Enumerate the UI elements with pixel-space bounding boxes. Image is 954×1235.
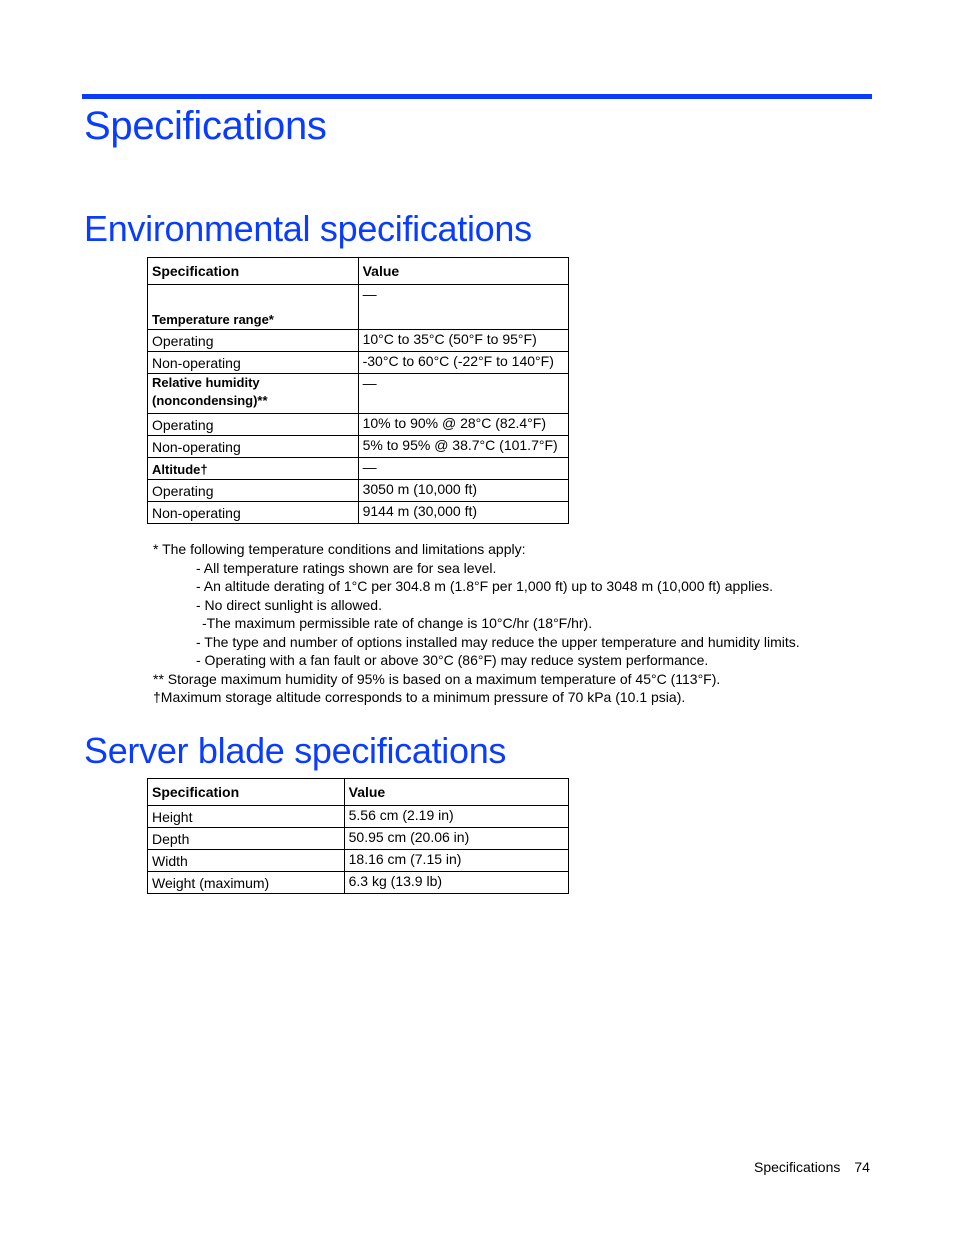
value-cell: 3050 m (10,000 ft) — [358, 480, 568, 502]
spec-cell: Operating — [148, 330, 359, 352]
footnote: - All temperature ratings shown are for sea level. — [196, 559, 497, 576]
table-row — [148, 872, 569, 894]
table-row — [148, 828, 569, 850]
server-blade-table — [147, 778, 569, 894]
spec-cell: Temperature range* — [148, 285, 359, 330]
header-cell: Specification — [148, 779, 345, 806]
spec-cell: Height — [148, 806, 345, 828]
page-title: Specifications — [84, 104, 327, 148]
footnotes — [153, 540, 800, 707]
spec-cell: Non-operating — [148, 352, 359, 374]
header-cell: Value — [344, 779, 568, 806]
footnote: †Maximum storage altitude corresponds to a minimum pressure of 70 kPa (10.1 psia). — [153, 689, 686, 705]
spec-cell: Operating — [148, 480, 359, 502]
top-rule — [82, 94, 872, 99]
footnote: ** Storage maximum humidity of 95% is based on a maximum temperature of 45°C (113°F). — [153, 670, 721, 687]
table-row — [148, 436, 569, 458]
table-row — [148, 414, 569, 436]
table-row — [148, 806, 569, 828]
spec-cell: Relative humidity (noncondensing)** — [148, 374, 359, 414]
spec-cell: Operating — [148, 414, 359, 436]
value-cell: 50.95 cm (20.06 in) — [344, 828, 568, 850]
spec-cell: Weight (maximum) — [148, 872, 345, 894]
table-row — [148, 330, 569, 352]
spec-cell: Width — [148, 850, 345, 872]
footnote: -The maximum permissible rate of change is 10°C/hr (18°F/hr). — [202, 615, 593, 631]
table-row — [148, 285, 569, 330]
value-cell: 18.16 cm (7.15 in) — [344, 850, 568, 872]
value-cell: 5% to 95% @ 38.7°C (101.7°F) — [358, 436, 568, 458]
header-cell: Specification — [148, 258, 359, 285]
page-footer — [754, 1159, 870, 1175]
value-cell: -30°C to 60°C (-22°F to 140°F) — [358, 352, 568, 374]
table-row — [148, 480, 569, 502]
table-row — [148, 502, 569, 524]
server-blade-heading: Server blade specifications — [84, 730, 507, 771]
spec-cell: Depth — [148, 828, 345, 850]
value-cell: — — [358, 285, 568, 330]
table-row — [148, 352, 569, 374]
value-cell: — — [358, 374, 568, 414]
value-cell: — — [358, 458, 568, 480]
value-cell: 10°C to 35°C (50°F to 95°F) — [358, 330, 568, 352]
page-number: 74 — [854, 1159, 870, 1175]
spec-cell: Non-operating — [148, 502, 359, 524]
table-header-row — [148, 258, 569, 285]
table-header-row — [148, 779, 569, 806]
value-cell: 5.56 cm (2.19 in) — [344, 806, 568, 828]
value-cell: 6.3 kg (13.9 lb) — [344, 872, 568, 894]
environmental-heading: Environmental specifications — [84, 208, 532, 249]
table-row — [148, 850, 569, 872]
footnote: * The following temperature conditions and limitations apply: — [153, 541, 526, 557]
footer-section: Specifications — [754, 1159, 841, 1175]
spec-cell: Altitude† — [148, 458, 359, 480]
value-cell: 10% to 90% @ 28°C (82.4°F) — [358, 414, 568, 436]
footnote: - No direct sunlight is allowed. — [196, 596, 382, 613]
table-row — [148, 458, 569, 480]
footnote: - The type and number of options installed may reduce the upper temperature and humidity limits. — [196, 633, 800, 650]
spec-cell: Non-operating — [148, 436, 359, 458]
footnote: - Operating with a fan fault or above 30°C (86°F) may reduce system performance. — [196, 652, 709, 668]
footnote: - An altitude derating of 1°C per 304.8 m (1.8°F per 1,000 ft) up to 3048 m (10,000 ft) applies. — [196, 578, 773, 594]
table-row — [148, 374, 569, 414]
header-cell: Value — [358, 258, 568, 285]
environmental-table — [147, 257, 569, 524]
value-cell: 9144 m (30,000 ft) — [358, 502, 568, 524]
